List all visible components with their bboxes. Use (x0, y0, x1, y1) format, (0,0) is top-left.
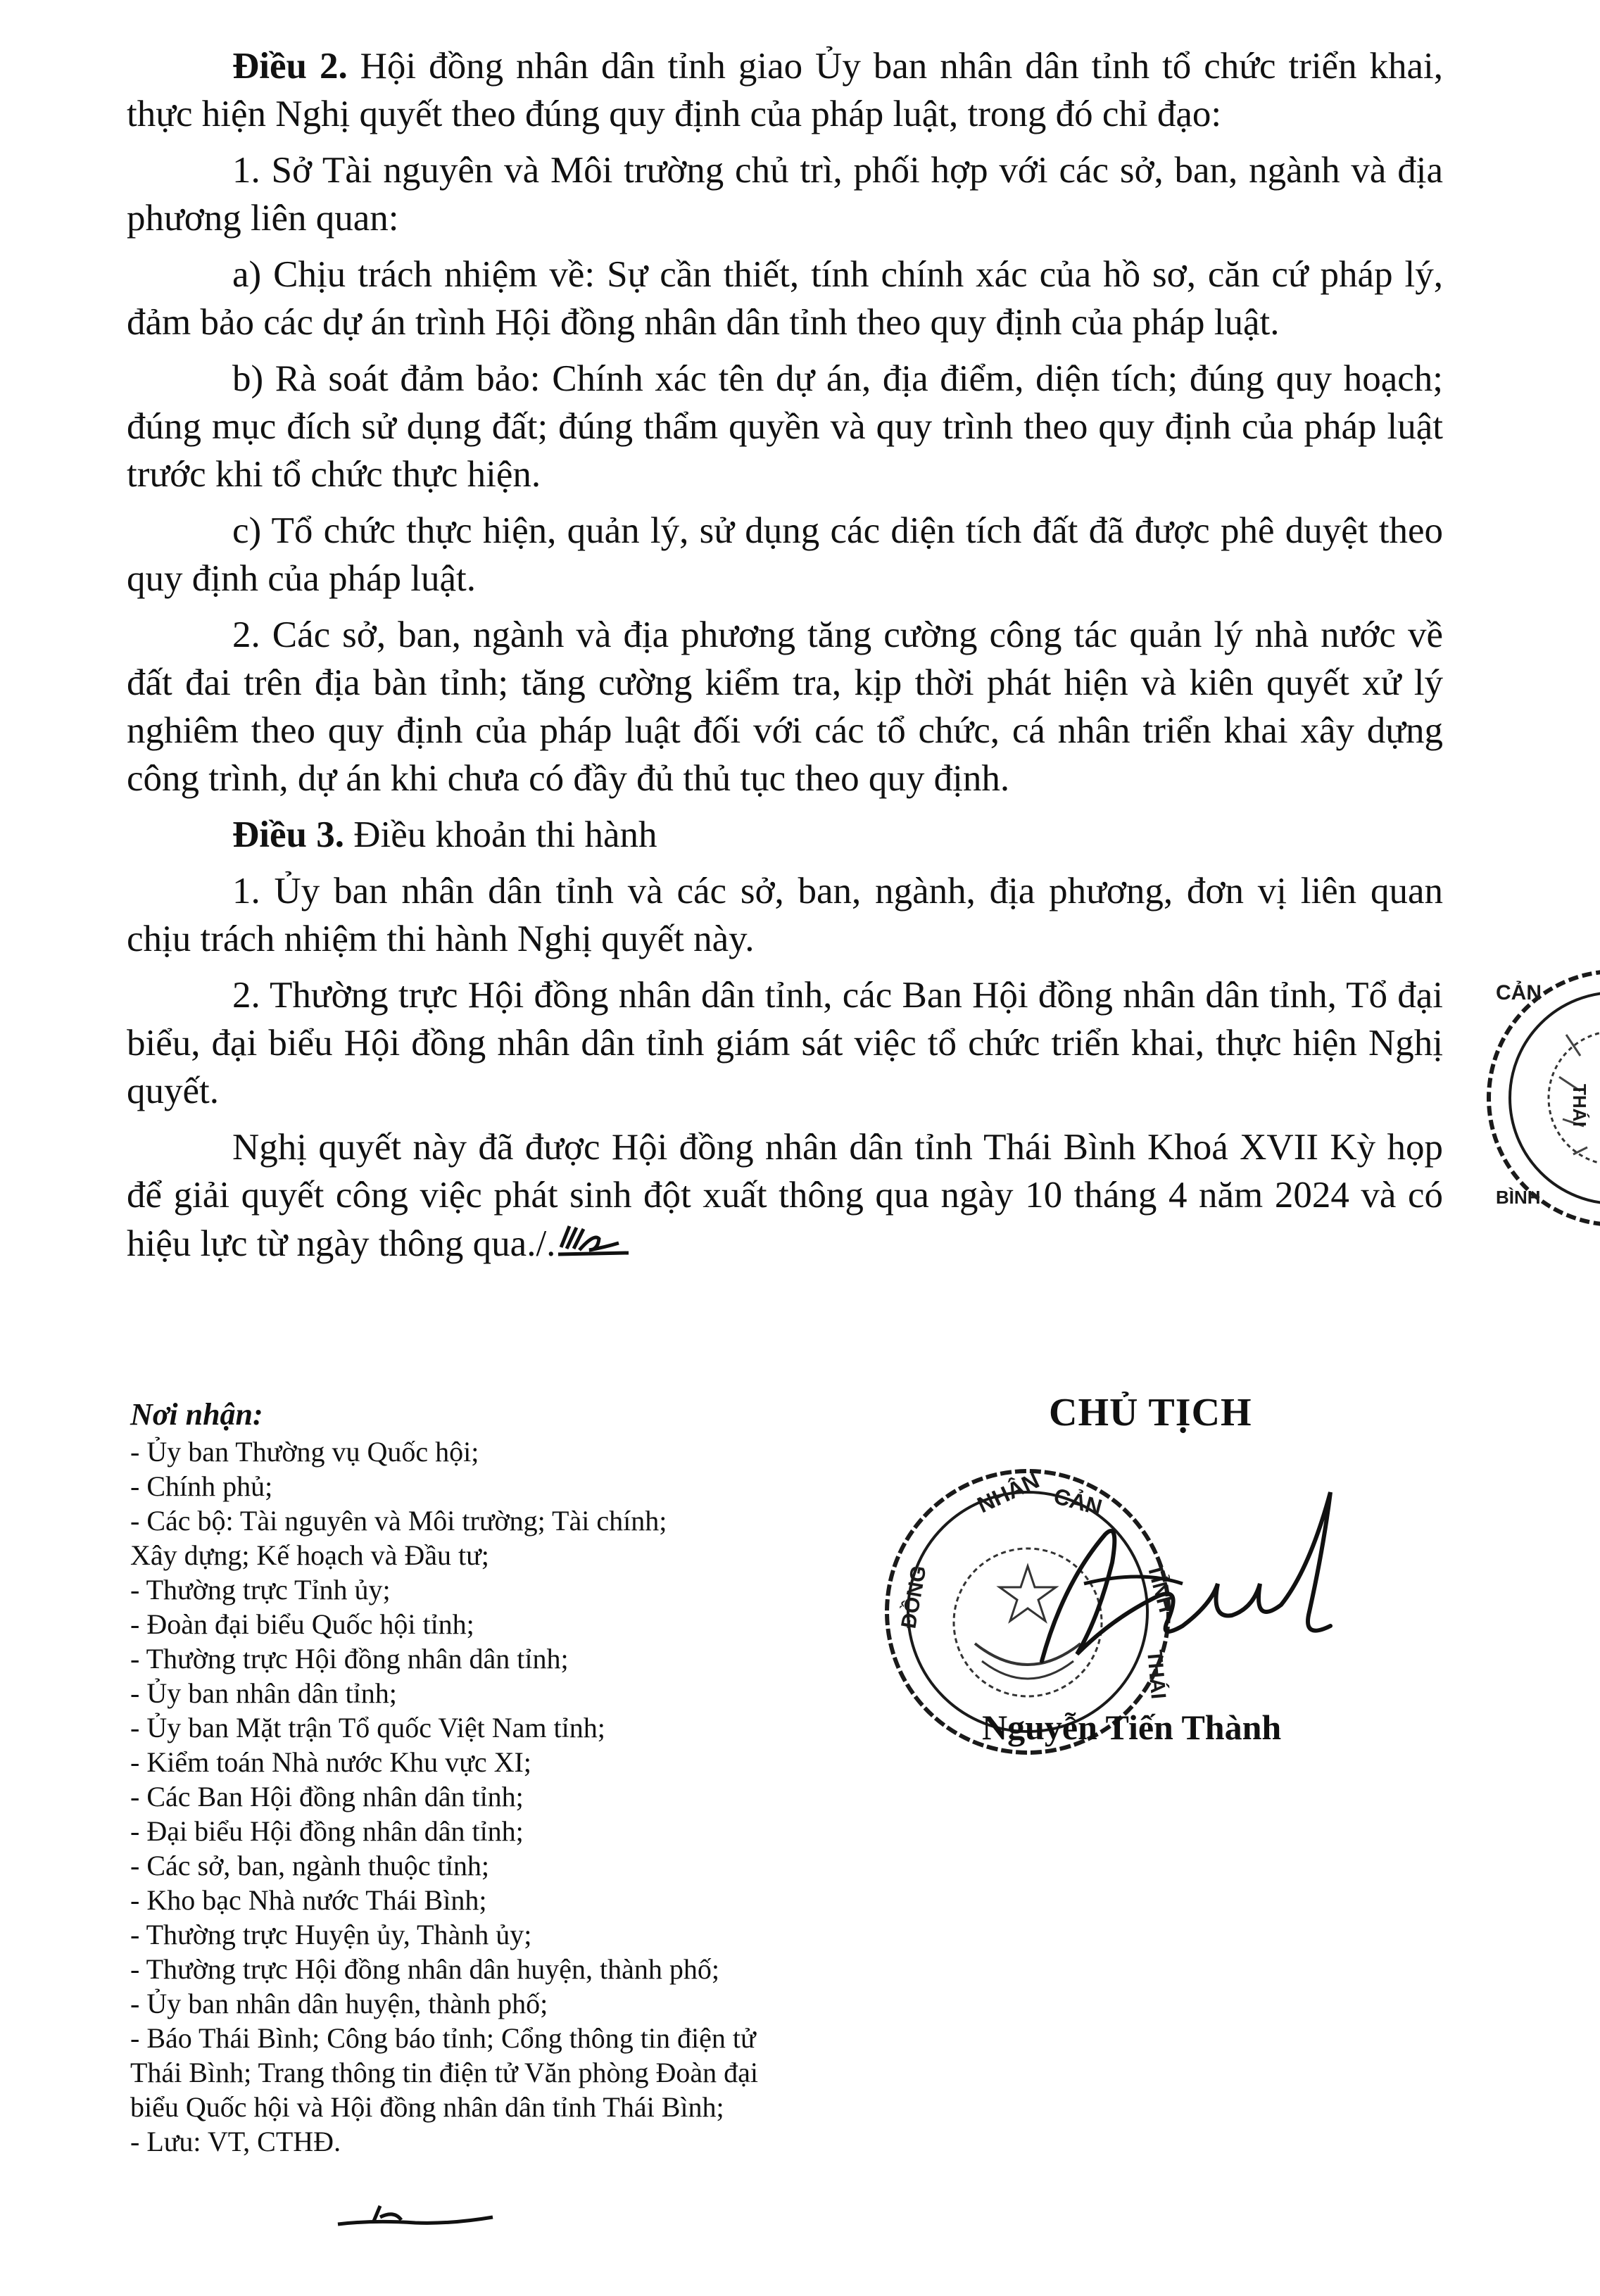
recipient-item: - Ủy ban nhân dân huyện, thành phố; (130, 1988, 548, 2019)
seal-text-upper-left: NHÂN (973, 1467, 1043, 1518)
recipient-item: - Thường trực Huyện ủy, Thành ủy; (130, 1919, 532, 1950)
recipient-item: - Chính phủ; (130, 1470, 273, 1502)
recipient-item: - Các Ban Hội đồng nhân dân tỉnh; (130, 1781, 524, 1812)
recipient-item: - Thường trực Hội đồng nhân dân huyện, thành phố; (130, 1953, 719, 1985)
article2-item1: 1. Sở Tài nguyên và Môi trường chủ trì, phối hợp với các sở, ban, ngành và địa phương liên quan: (127, 150, 1443, 239)
article3-closing: Nghị quyết này đã được Hội đồng nhân dân tỉnh Thái Bình Khoá XVII Kỳ họp để giải quyết công việc phát sinh đột xuất thông qua ngày 10 tháng 4 năm 2024 và có hiệu lực từ ngày thông qua./. (127, 1127, 1443, 1264)
article2-item1c: c) Tổ chức thực hiện, quản lý, sử dụng các diện tích đất đã được phê duyệt theo quy định của pháp luật. (127, 510, 1443, 599)
article3-title: Điều 3. Điều khoản thi hành (232, 814, 657, 855)
article2-item2: 2. Các sở, ban, ngành và địa phương tăng cường công tác quản lý nhà nước về đất đai trên địa bàn tỉnh; tăng cường kiểm tra, kịp thời phát hiện và kiên quyết xử lý nghiêm theo quy định của pháp luật đối với các tổ chức, cá nhân triển khai xây dựng công trình, dự án khi chưa có đầy đủ thủ tục theo quy định. (127, 614, 1443, 799)
initial-mark-icon (555, 1219, 633, 1261)
article3-item2: 2. Thường trực Hội đồng nhân dân tỉnh, các Ban Hội đồng nhân dân tỉnh, Tổ đại biểu, đại biểu Hội đồng nhân dân tỉnh giám sát việc tổ chức triển khai, thực hiện Nghị quyết. (127, 975, 1443, 1111)
seal-right-text-top: CẢN (1496, 981, 1542, 1004)
seal-right-text-side: THÁI (1569, 1084, 1590, 1127)
recipient-item: - Thường trực Hội đồng nhân dân tỉnh; (130, 1643, 569, 1674)
recipients-items (130, 1434, 834, 2159)
signer-title: CHỦ TỊCH (1049, 1391, 1252, 1434)
recipient-item: - Thường trực Tỉnh ủy; (130, 1574, 391, 1606)
seal-right-text-bottom: BÌNH (1496, 1187, 1541, 1208)
article2-item1b: b) Rà soát đảm bảo: Chính xác tên dự án, địa điểm, diện tích; đúng quy hoạch; đúng mục đích sử dụng đất; đúng thẩm quyền và quy trình theo quy định của pháp luật trước khi tổ chức thực hiện. (127, 358, 1443, 495)
recipient-item: Thái Bình; Trang thông tin điện tử Văn phòng Đoàn đại (130, 2057, 759, 2088)
recipient-item: - Kho bạc Nhà nước Thái Bình; (130, 1884, 487, 1916)
recipient-item: biểu Quốc hội và Hội đồng nhân dân tỉnh Thái Bình; (130, 2091, 724, 2123)
recipients-header: Nơi nhận: (130, 1397, 263, 1432)
recipient-item: Xây dựng; Kế hoạch và Đầu tư; (130, 1539, 489, 1571)
recipients-list (130, 1397, 834, 2159)
seal-text-left: ĐỒNG (897, 1563, 931, 1631)
recipient-item: - Đại biểu Hội đồng nhân dân tỉnh; (130, 1815, 524, 1847)
article2-item1a: a) Chịu trách nhiệm về: Sự cần thiết, tính chính xác của hồ sơ, căn cứ pháp lý, đảm bảo các dự án trình Hội đồng nhân dân tỉnh theo quy định của pháp luật. (127, 254, 1443, 343)
recipient-item: - Các bộ: Tài nguyên và Môi trường; Tài chính; (130, 1505, 667, 1537)
seal-text-right: TỈNH (1142, 1561, 1178, 1615)
article2-intro: Điều 2. Hội đồng nhân dân tỉnh giao Ủy ban nhân dân tỉnh tổ chức triển khai, thực hiện Nghị quyết theo đúng quy định của pháp luật, trong đó chỉ đạo: (127, 46, 1444, 134)
article3-heading: Điều 3. (232, 814, 344, 855)
seal-text-right-lower: THÁI (1142, 1648, 1171, 1701)
recipient-item: - Đoàn đại biểu Quốc hội tỉnh; (130, 1608, 474, 1640)
recipient-item: - Lưu: VT, CTHĐ. (130, 2126, 341, 2157)
partial-seal-right-icon (1468, 950, 1600, 1246)
recipient-item: - Ủy ban Thường vụ Quốc hội; (130, 1436, 479, 1468)
recipient-item: - Ủy ban nhân dân tỉnh; (130, 1677, 397, 1709)
recipient-item: - Các sở, ban, ngành thuộc tỉnh; (130, 1850, 489, 1881)
resolution-body (127, 42, 1443, 1276)
signer-name: Nguyễn Tiến Thành (982, 1708, 1282, 1747)
article2-heading: Điều 2. (232, 46, 348, 87)
handwritten-signature-icon (1000, 1478, 1366, 1689)
recipient-item: - Ủy ban Mặt trận Tổ quốc Việt Nam tỉnh; (130, 1712, 605, 1743)
article3-item1: 1. Ủy ban nhân dân tỉnh và các sở, ban, ngành, địa phương, đơn vị liên quan chịu trách nhiệm thi hành Nghị quyết này. (127, 871, 1443, 959)
recipient-item: - Báo Thái Bình; Công báo tỉnh; Cổng thông tin điện tử (130, 2022, 756, 2054)
filing-initial-icon (331, 2196, 500, 2238)
recipient-item: - Kiểm toán Nhà nước Khu vực XI; (130, 1746, 531, 1778)
seal-text-top: CẢN (1051, 1482, 1105, 1520)
